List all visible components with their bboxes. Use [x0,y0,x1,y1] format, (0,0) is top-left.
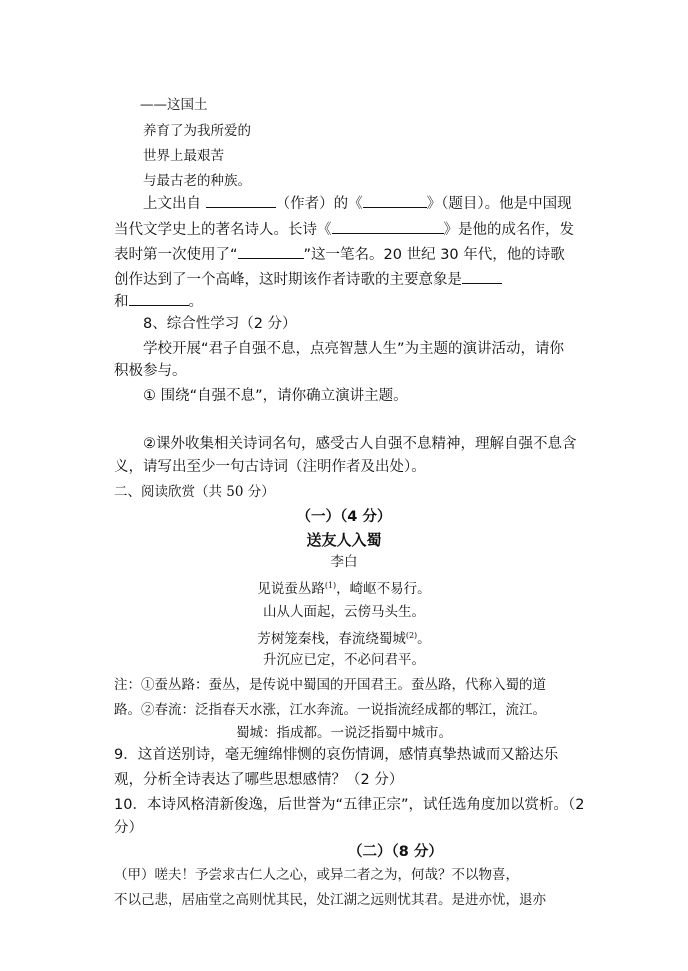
poem-text: ，崎岖不易行。 [336,581,431,597]
poem-note: 注：①蚕丛路：蚕丛，是传说中蜀国的开国君王。蚕丛路，代称入蜀的道 [114,677,546,693]
q9-line: 9．这首送别诗，毫无缠绵悱恻的哀伤情调，感情真挚热诚而又豁达乐 [114,747,559,763]
q7-text: 当代文学史上的著名诗人。长诗《 [114,222,332,238]
answer-blank-long-poem[interactable] [332,219,444,234]
poem-author: 李白 [330,554,358,570]
q7-line [114,269,502,289]
q8-item2: 义，请写出至少一句古诗词（注明作者及出处）。 [114,459,426,475]
q7-line [114,219,574,239]
footnote-mark: (1) [324,581,337,590]
q7-text: 表时第一次使用了“ [114,247,238,263]
q7-text: 。 [188,294,203,310]
q8-intro: 积极参与。 [114,363,187,379]
excerpt-line: ——这国土 [140,97,208,113]
q7-line [114,291,203,311]
answer-blank-image1[interactable] [462,269,502,284]
q9-line: 观，分析全诗表达了哪些思想感情？（2 分） [114,772,404,788]
q8-item2: ②课外收集相关诗词名句，感受古人自强不息精神，理解自强不息含 [143,436,577,452]
answer-blank-image2[interactable] [129,291,189,306]
q7-text: ”这一笔名。20 世纪 30 年代，他的诗歌 [303,247,565,263]
answer-blank-title[interactable] [363,193,427,208]
excerpt-line: 世界上最艰苦 [143,148,224,164]
q8-intro: 学校开展“君子自强不息，点亮智慧人生”为主题的演讲活动，请你 [143,341,565,357]
q8-item1: ① 围绕“自强不息”，请你确立演讲主题。 [143,388,408,404]
q7-text: 上文出自 [143,196,201,212]
q7-line [114,244,565,264]
poem-line: 升沉应已定，不必问君平。 [263,652,425,668]
poem-title: 送友人入蜀 [306,531,382,549]
q7-text: （作者）的《 [275,196,363,212]
prose-line: （甲）嗟夫！予尝求古仁人之心，或异二者之为，何哉？不以物喜， [114,867,519,883]
q8-title: 8、综合性学习（2 分） [143,316,297,332]
poem-line [0,577,688,598]
answer-blank-author[interactable] [206,193,276,208]
q7-line [143,193,572,213]
poem-text: 芳树笼秦栈，春流绕蜀城 [257,631,406,647]
part-header: （二）（8 分） [348,844,443,860]
q10-line: 10．本诗风格清新俊逸，后世誉为“五律正宗”，试任选角度加以赏析。（2 [114,797,585,813]
excerpt-line: 养育了为我所爱的 [143,123,251,139]
prose-line: 不以己悲，居庙堂之高则忧其民，处江湖之远则忧其君。是进亦忧，退亦 [114,892,546,908]
q10-line: 分） [114,820,143,836]
poem-note: 蜀城：指成都。一说泛指蜀中城市。 [236,725,452,741]
poem-line [0,627,688,648]
poem-text: 见说蚕丛路 [257,581,325,597]
q7-text: 》（题目）。他是中国现 [426,196,572,212]
poem-note: 路。②春流：泛指春天水涨，江水奔流。一说指流经成都的郫江，流江。 [114,702,546,718]
section-title: 二、阅读欣赏（共 50 分） [114,484,275,500]
poem-line: 山从人面起，云傍马头生。 [263,604,425,620]
poem-text: 。 [417,631,431,647]
answer-blank-pen-name[interactable] [238,244,304,259]
part-header: （一）（4 分） [296,509,392,525]
q7-text: 》是他的成名作，发 [443,222,574,238]
q7-text: 和 [114,294,129,310]
q7-text: 创作达到了一个高峰，这时期该作者诗歌的主要意象是 [114,272,462,288]
excerpt-line: 与最古老的种族。 [143,173,251,189]
footnote-mark: (2) [405,631,418,640]
